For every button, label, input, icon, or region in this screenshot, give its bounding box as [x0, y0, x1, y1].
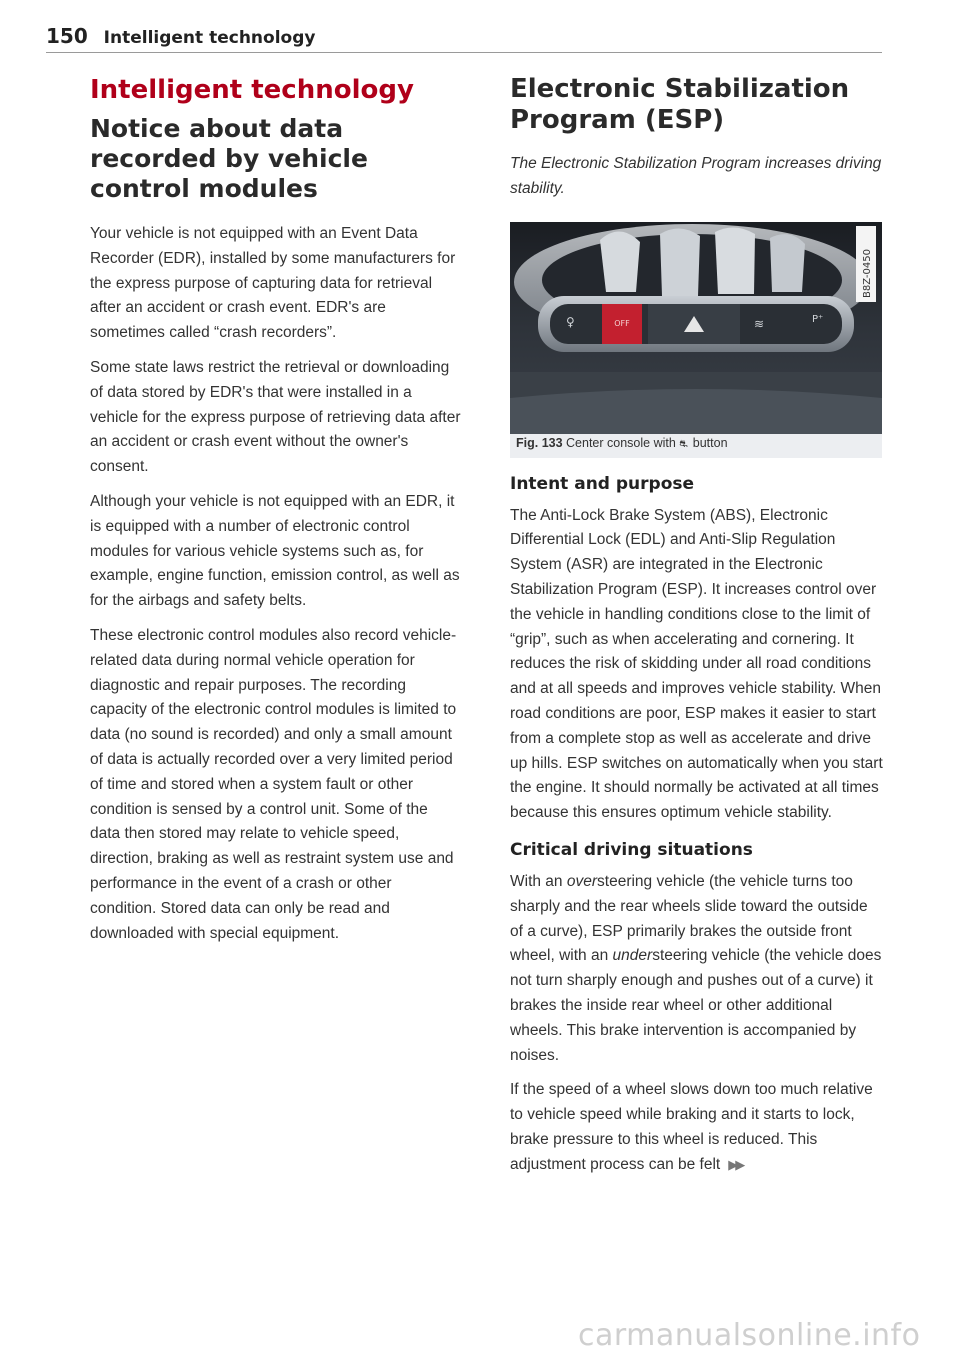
- section-title-esp: Electronic Stabilization Program (ESP): [510, 74, 850, 135]
- emphasis: over: [566, 872, 598, 890]
- text-run: steering vehicle (the vehicle turns too sharply and the rear wheels slide toward the outside of a curve), ESP primarily brakes the outside front wheel, with an: [510, 872, 868, 965]
- text-run: steering vehicle (the vehicle does not turn sharply enough and pushes out of a curve) it brakes the inside rear wheel or other additional wheels. This brake intervention is accompanied by noises.: [510, 947, 882, 1064]
- right-column: [510, 74, 884, 1188]
- text-run: If the speed of a wheel slows down too much relative to vehicle speed while braking and it starts to lock, brake pressure to this wheel is reduced. This adjustment process can be felt: [510, 1081, 873, 1173]
- header-section-title: Intelligent technology: [103, 28, 316, 48]
- caption-tail: button: [692, 435, 728, 450]
- paragraph: Your vehicle is not equipped with an Event Data Recorder (EDR), installed by some manufacturers for the express purpose of capturing data for retrieval after an accident or crash event. EDR's are sometimes called “crash recorders”.: [90, 225, 456, 342]
- fan-icon: ≋: [754, 316, 765, 331]
- running-header: [46, 24, 882, 53]
- park-assist-icon: P⁺: [812, 313, 824, 325]
- key-icon: ♀: [566, 314, 575, 329]
- chapter-title: Intelligent technology: [90, 75, 414, 105]
- figure-label: Fig. 133: [516, 435, 563, 450]
- page-number: 150: [46, 24, 88, 48]
- subheading-critical: Critical driving situations: [510, 839, 753, 860]
- emphasis: under: [612, 947, 653, 965]
- left-column: [90, 74, 462, 956]
- esp-off-label: OFF: [614, 318, 630, 328]
- paragraph-critical: [510, 870, 884, 1068]
- paragraph: Some state laws restrict the retrieval or downloading of data stored by EDR's that were installed in a vehicle for the express purpose of retrieving data after an accident or crash event without the owner's consent.: [90, 358, 461, 476]
- subheading-intent: Intent and purpose: [510, 473, 695, 494]
- caption-text: Center console with: [566, 435, 676, 450]
- text-run: With an: [510, 872, 567, 890]
- paragraph: Although your vehicle is not equipped with an EDR, it is equipped with a number of electronic control modules for various vehicle systems such as, for example, engine function, emission control, as well as for the airbags and safety belts.: [90, 492, 460, 610]
- watermark: carmanualsonline.info: [578, 1318, 921, 1353]
- figure-code: B8Z-0450: [862, 248, 873, 298]
- section-title-data-notice: Notice about data recorded by vehicle control modules: [90, 114, 368, 203]
- console-photo: [510, 222, 882, 434]
- paragraph: These electronic control modules also record vehicle-related data during normal vehicle operation for diagnostic and repair purposes. The recording capacity of the electronic control modules is limited to data (no sound is recorded) and only a small amount of data is actually recorded over a very limited period of time and stored when a system fault or other condition is sensed by a control unit. Some of the data then stored may relate to vehicle speed, direction, braking as well as restraint system use and performance in the event of a crash or other condition. Stored data can only be read and downloaded with special equipment.: [90, 626, 457, 942]
- figure-caption: [516, 436, 728, 452]
- figure-center-console: [510, 222, 882, 458]
- esp-off-icon: ⛐: [679, 438, 688, 450]
- paragraph: The Anti-Lock Brake System (ABS), Electronic Differential Lock (EDL) and Anti-Slip Regulation System (ASR) are integrated in the Electronic Stabilization Program (ESP). It increases control over the vehicle in handling conditions close to the limit of “grip”, such as when accelerating and cornering. It reduces the risk of skidding under all road conditions and at all speeds and improves vehicle stability. When road conditions are poor, ESP makes it easier to start from a complete stop as well as accelerate and drive up hills. ESP switches on automatically when you start the engine. It should normally be activated at all times because this ensures optimum vehicle stability.: [510, 506, 883, 822]
- paragraph-last: [510, 1078, 884, 1177]
- intro-text: The Electronic Stabilization Program increases driving stability.: [510, 155, 882, 197]
- continue-arrow-icon: ▶▶: [728, 1156, 743, 1172]
